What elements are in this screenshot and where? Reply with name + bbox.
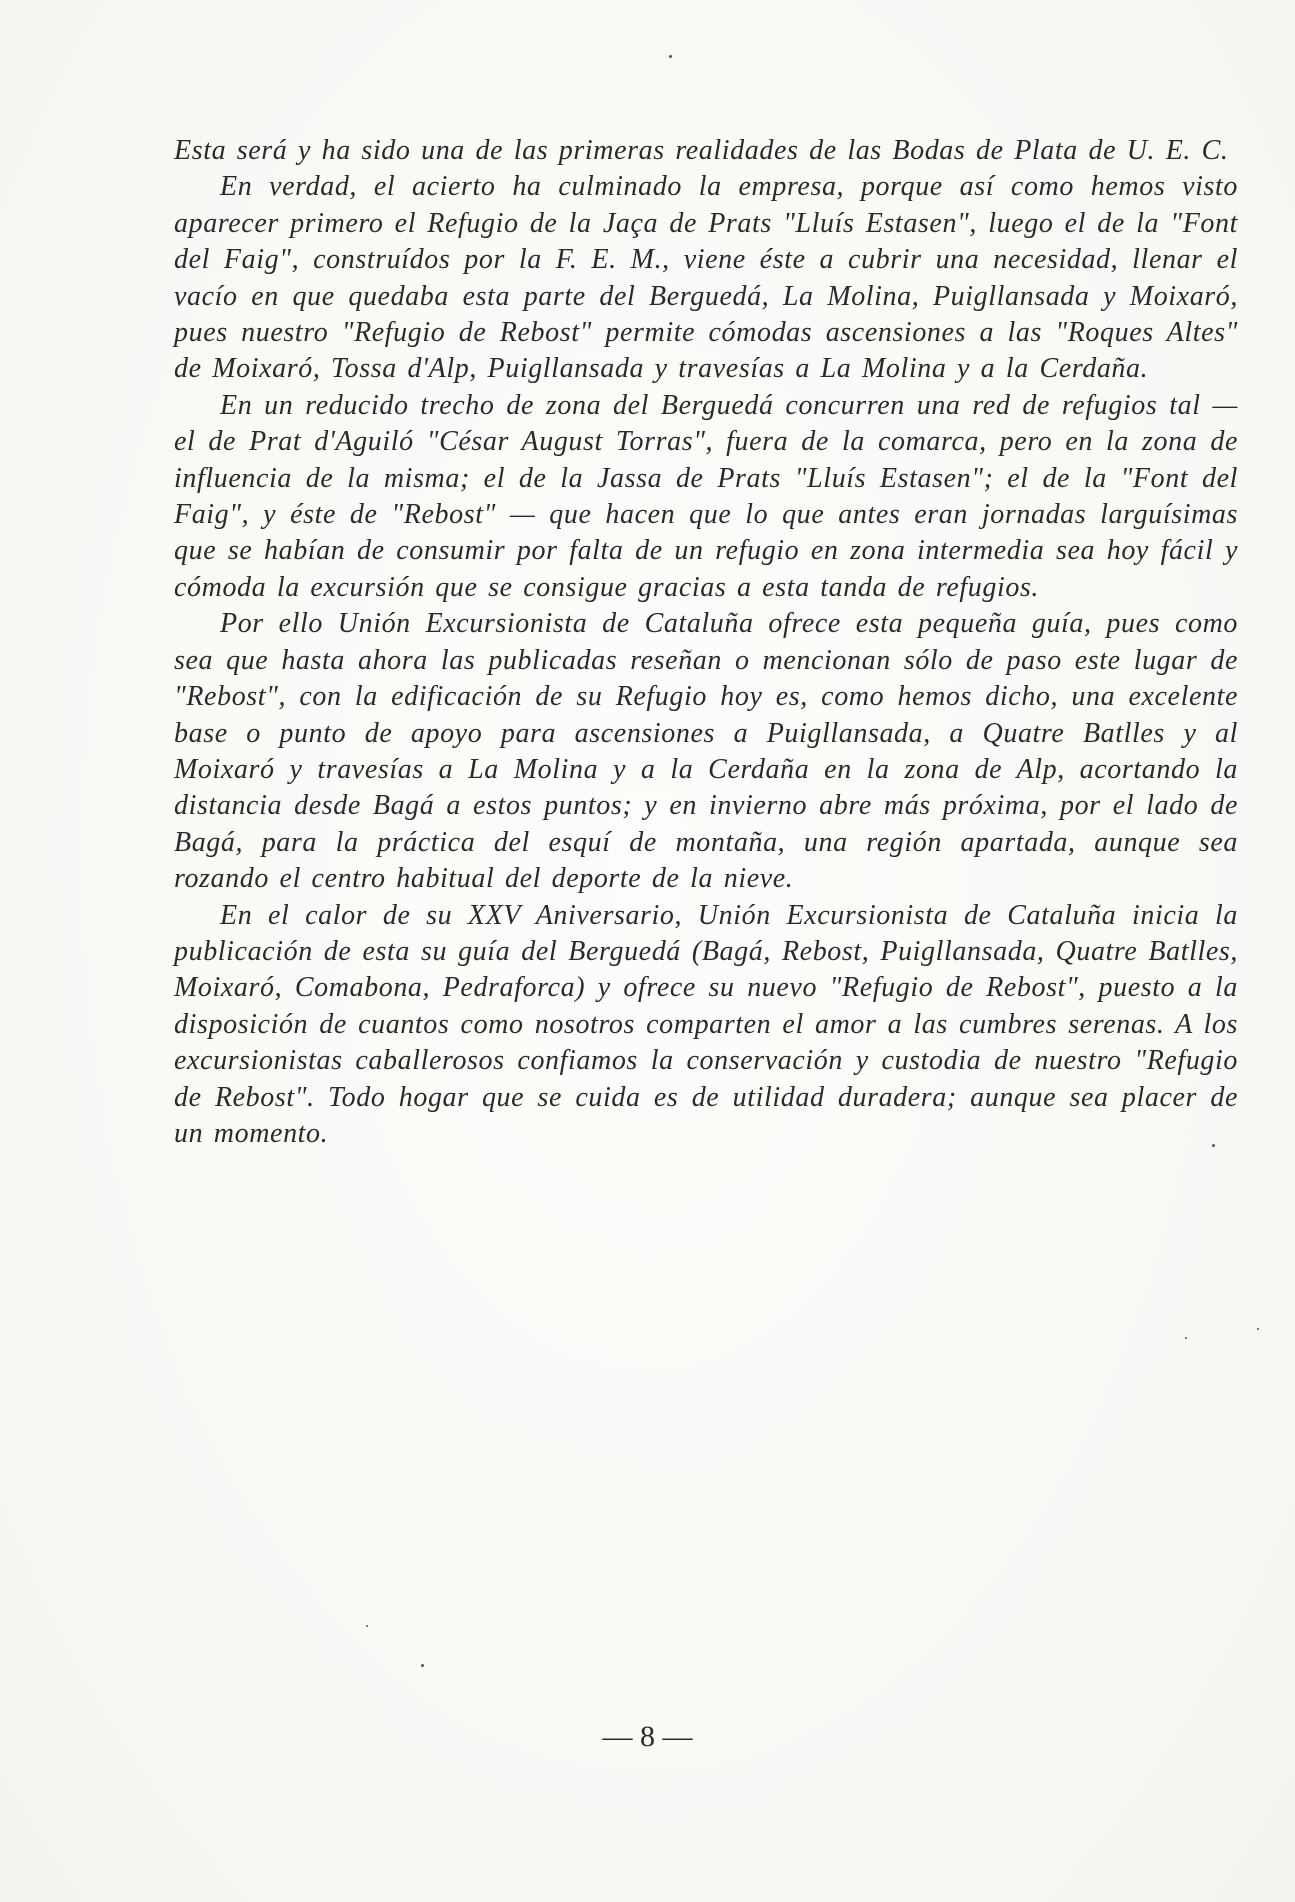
paragraph-1: Esta será y ha sido una de las primeras realidades de las Bodas de Plata de U. E. C.	[174, 135, 1229, 166]
paper-speck	[1257, 1328, 1259, 1330]
paper-speck	[1212, 1144, 1215, 1147]
paper-speck	[669, 55, 672, 58]
paper-speck	[421, 1664, 424, 1667]
paragraph-3: En un reducido trecho de zona del Berguedá concurren una red de refugios tal — el de Prat d'Aguiló "César August Torras", fuera de la comarca, pero en la zona de influencia de la misma; el de la Jassa de Prats "Lluís Estasen"; el de la "Font del Faig", y éste de "Rebost" — que hacen que lo que antes eran jornadas larguísimas que se habían de consumir por falta de un refugio en zona intermedia sea hoy fácil y cómoda la excursión que se consigue gracias a esta tanda de refugios.	[174, 389, 1238, 603]
paper-speck	[366, 1625, 368, 1627]
body-text	[174, 133, 1238, 1152]
page-number: — 8 —	[602, 1720, 693, 1753]
paragraph-2: En verdad, el acierto ha culminado la empresa, porque así como hemos visto aparecer primero el Refugio de la Jaça de Prats "Lluís Estasen", luego el de la "Font del Faig", construídos por la F. E. M., viene éste a cubrir una necesidad, llenar el vacío en que quedaba esta parte del Berguedá, La Molina, Puigllansada y Moixaró, pues nuestro "Refugio de Rebost" permite cómodas ascensiones a las "Roques Altes" de Moixaró, Tossa d'Alp, Puigllansada y travesías a La Molina y a la Cerdaña.	[174, 171, 1238, 385]
paragraph-4: Por ello Unión Excursionista de Cataluña ofrece esta pequeña guía, pues como sea que hasta ahora las publicadas reseñan o mencionan sólo de paso este lugar de "Rebost", con la edificación de su Refugio hoy es, como hemos dicho, una excelente base o punto de apoyo para ascensiones a Puigllansada, a Quatre Batlles y al Moixaró y travesías a La Molina y a la Cerdaña en la zona de Alp, acortando la distancia desde Bagá a estos puntos; y en invierno abre más próxima, por el lado de Bagá, para la práctica del esquí de montaña, una región apartada, aunque sea rozando el centro habitual del deporte de la nieve.	[174, 608, 1238, 895]
paragraph-5: En el calor de su XXV Aniversario, Unión Excursionista de Cataluña inicia la publicación de esta su guía del Berguedá (Bagá, Rebost, Puigllansada, Quatre Batlles, Moixaró, Comabona, Pedraforca) y ofrece su nuevo "Refugio de Rebost", puesto a la disposición de cuantos como nosotros comparten el amor a las cumbres serenas. A los excursionistas caballerosos confiamos la conservación y custodia de nuestro "Refugio de Rebost". Todo hogar que se cuida es de utilidad duradera; aunque sea placer de un momento.	[174, 899, 1238, 1149]
paper-speck	[1185, 1337, 1187, 1339]
